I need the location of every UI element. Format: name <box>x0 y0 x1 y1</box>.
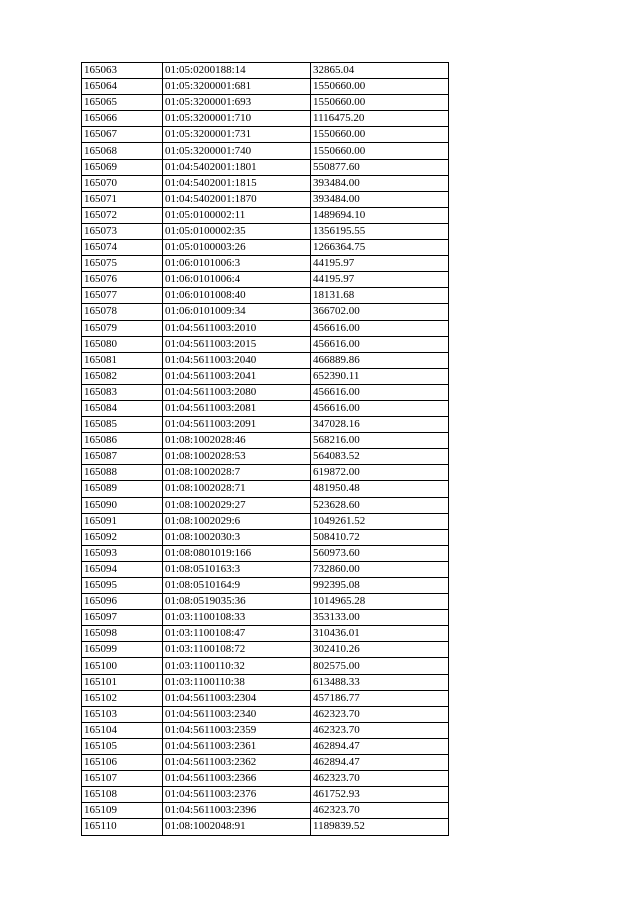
cadastral-number-cell: 01:05:0100002:35 <box>163 223 311 239</box>
value-cell: 461752.93 <box>311 787 449 803</box>
cadastral-number-cell: 01:03:1100110:38 <box>163 674 311 690</box>
value-cell: 732860.00 <box>311 561 449 577</box>
table-row <box>82 63 449 79</box>
row-id-cell: 165065 <box>82 95 163 111</box>
table-row <box>82 272 449 288</box>
value-cell: 1356195.55 <box>311 223 449 239</box>
cadastral-number-cell: 01:04:5611003:2040 <box>163 352 311 368</box>
table-row <box>82 690 449 706</box>
cadastral-number-cell: 01:05:3200001:710 <box>163 111 311 127</box>
row-id-cell: 165087 <box>82 449 163 465</box>
table-row <box>82 111 449 127</box>
row-id-cell: 165107 <box>82 771 163 787</box>
value-cell: 481950.48 <box>311 481 449 497</box>
cadastral-number-cell: 01:04:5611003:2366 <box>163 771 311 787</box>
value-cell: 1049261.52 <box>311 513 449 529</box>
row-id-cell: 165102 <box>82 690 163 706</box>
cadastral-number-cell: 01:08:0801019:166 <box>163 545 311 561</box>
cadastral-number-cell: 01:04:5611003:2376 <box>163 787 311 803</box>
table-row <box>82 384 449 400</box>
cadastral-number-cell: 01:04:5611003:2359 <box>163 722 311 738</box>
value-cell: 1550660.00 <box>311 143 449 159</box>
cadastral-number-cell: 01:08:1002028:53 <box>163 449 311 465</box>
row-id-cell: 165066 <box>82 111 163 127</box>
row-id-cell: 165090 <box>82 497 163 513</box>
table-row <box>82 127 449 143</box>
cadastral-number-cell: 01:05:0100002:11 <box>163 207 311 223</box>
cadastral-number-cell: 01:05:0100003:26 <box>163 240 311 256</box>
cadastral-number-cell: 01:03:1100108:33 <box>163 610 311 626</box>
cadastral-number-cell: 01:04:5611003:2091 <box>163 417 311 433</box>
value-cell: 353133.00 <box>311 610 449 626</box>
row-id-cell: 165101 <box>82 674 163 690</box>
table-row <box>82 320 449 336</box>
value-cell: 393484.00 <box>311 175 449 191</box>
value-cell: 456616.00 <box>311 384 449 400</box>
cadastral-number-cell: 01:08:1002030:3 <box>163 529 311 545</box>
table-row <box>82 578 449 594</box>
value-cell: 1266364.75 <box>311 240 449 256</box>
row-id-cell: 165094 <box>82 561 163 577</box>
table-row <box>82 594 449 610</box>
row-id-cell: 165085 <box>82 417 163 433</box>
row-id-cell: 165110 <box>82 819 163 835</box>
row-id-cell: 165063 <box>82 63 163 79</box>
value-cell: 652390.11 <box>311 368 449 384</box>
row-id-cell: 165086 <box>82 433 163 449</box>
cadastral-number-cell: 01:03:1100108:72 <box>163 642 311 658</box>
row-id-cell: 165095 <box>82 578 163 594</box>
value-cell: 1116475.20 <box>311 111 449 127</box>
cadastral-number-cell: 01:08:1002028:46 <box>163 433 311 449</box>
value-cell: 560973.60 <box>311 545 449 561</box>
cadastral-number-cell: 01:04:5611003:2010 <box>163 320 311 336</box>
value-cell: 302410.26 <box>311 642 449 658</box>
cadastral-number-cell: 01:04:5611003:2080 <box>163 384 311 400</box>
cadastral-number-cell: 01:06:0101009:34 <box>163 304 311 320</box>
cadastral-number-cell: 01:04:5402001:1801 <box>163 159 311 175</box>
row-id-cell: 165073 <box>82 223 163 239</box>
table-row <box>82 240 449 256</box>
value-cell: 456616.00 <box>311 320 449 336</box>
row-id-cell: 165081 <box>82 352 163 368</box>
cadastral-number-cell: 01:08:0519035:36 <box>163 594 311 610</box>
row-id-cell: 165067 <box>82 127 163 143</box>
cadastral-number-cell: 01:04:5611003:2361 <box>163 738 311 754</box>
row-id-cell: 165080 <box>82 336 163 352</box>
table-row <box>82 288 449 304</box>
value-cell: 802575.00 <box>311 658 449 674</box>
value-cell: 523628.60 <box>311 497 449 513</box>
cadastral-number-cell: 01:08:1002048:91 <box>163 819 311 835</box>
row-id-cell: 165089 <box>82 481 163 497</box>
value-cell: 462323.70 <box>311 771 449 787</box>
table-row <box>82 449 449 465</box>
value-cell: 619872.00 <box>311 465 449 481</box>
row-id-cell: 165099 <box>82 642 163 658</box>
value-cell: 457186.77 <box>311 690 449 706</box>
value-cell: 1550660.00 <box>311 95 449 111</box>
table-row <box>82 642 449 658</box>
table-row <box>82 497 449 513</box>
row-id-cell: 165083 <box>82 384 163 400</box>
cadastral-number-cell: 01:04:5611003:2041 <box>163 368 311 384</box>
row-id-cell: 165068 <box>82 143 163 159</box>
value-cell: 1550660.00 <box>311 79 449 95</box>
value-cell: 32865.04 <box>311 63 449 79</box>
row-id-cell: 165084 <box>82 400 163 416</box>
value-cell: 992395.08 <box>311 578 449 594</box>
cadastral-number-cell: 01:06:0101006:3 <box>163 256 311 272</box>
cadastral-number-cell: 01:04:5611003:2015 <box>163 336 311 352</box>
table-row <box>82 175 449 191</box>
cadastral-number-cell: 01:05:0200188:14 <box>163 63 311 79</box>
row-id-cell: 165064 <box>82 79 163 95</box>
table-row <box>82 545 449 561</box>
value-cell: 462323.70 <box>311 706 449 722</box>
table-row <box>82 755 449 771</box>
cadastral-number-cell: 01:08:0510164:9 <box>163 578 311 594</box>
row-id-cell: 165098 <box>82 626 163 642</box>
table-row <box>82 738 449 754</box>
table-row <box>82 95 449 111</box>
value-cell: 568216.00 <box>311 433 449 449</box>
table-body <box>82 63 449 836</box>
table-row <box>82 368 449 384</box>
cadastral-number-cell: 01:04:5402001:1870 <box>163 191 311 207</box>
table-row <box>82 626 449 642</box>
row-id-cell: 165069 <box>82 159 163 175</box>
row-id-cell: 165078 <box>82 304 163 320</box>
table-row <box>82 722 449 738</box>
cadastral-number-cell: 01:05:3200001:693 <box>163 95 311 111</box>
row-id-cell: 165074 <box>82 240 163 256</box>
table-row <box>82 706 449 722</box>
table-row <box>82 256 449 272</box>
value-cell: 613488.33 <box>311 674 449 690</box>
cadastral-number-cell: 01:08:0510163:3 <box>163 561 311 577</box>
cadastral-number-cell: 01:04:5611003:2304 <box>163 690 311 706</box>
row-id-cell: 165082 <box>82 368 163 384</box>
row-id-cell: 165079 <box>82 320 163 336</box>
table-row <box>82 352 449 368</box>
value-cell: 18131.68 <box>311 288 449 304</box>
table-row <box>82 143 449 159</box>
value-cell: 462323.70 <box>311 803 449 819</box>
value-cell: 310436.01 <box>311 626 449 642</box>
row-id-cell: 165109 <box>82 803 163 819</box>
table-row <box>82 191 449 207</box>
row-id-cell: 165070 <box>82 175 163 191</box>
value-cell: 508410.72 <box>311 529 449 545</box>
value-cell: 466889.86 <box>311 352 449 368</box>
value-cell: 462323.70 <box>311 722 449 738</box>
table-row <box>82 658 449 674</box>
value-cell: 366702.00 <box>311 304 449 320</box>
table-row <box>82 610 449 626</box>
value-cell: 347028.16 <box>311 417 449 433</box>
table-row <box>82 159 449 175</box>
value-cell: 1489694.10 <box>311 207 449 223</box>
row-id-cell: 165072 <box>82 207 163 223</box>
row-id-cell: 165096 <box>82 594 163 610</box>
value-cell: 1550660.00 <box>311 127 449 143</box>
table-row <box>82 787 449 803</box>
row-id-cell: 165105 <box>82 738 163 754</box>
row-id-cell: 165106 <box>82 755 163 771</box>
table-row <box>82 561 449 577</box>
cadastral-number-cell: 01:06:0101008:40 <box>163 288 311 304</box>
table-row <box>82 400 449 416</box>
cadastral-number-cell: 01:06:0101006:4 <box>163 272 311 288</box>
row-id-cell: 165091 <box>82 513 163 529</box>
row-id-cell: 165071 <box>82 191 163 207</box>
row-id-cell: 165092 <box>82 529 163 545</box>
value-cell: 44195.97 <box>311 272 449 288</box>
data-table <box>81 62 449 836</box>
cadastral-number-cell: 01:08:1002029:6 <box>163 513 311 529</box>
cadastral-number-cell: 01:08:1002029:27 <box>163 497 311 513</box>
table-row <box>82 803 449 819</box>
row-id-cell: 165097 <box>82 610 163 626</box>
table-row <box>82 223 449 239</box>
value-cell: 44195.97 <box>311 256 449 272</box>
value-cell: 456616.00 <box>311 400 449 416</box>
cadastral-number-cell: 01:04:5611003:2362 <box>163 755 311 771</box>
table-row <box>82 513 449 529</box>
cadastral-number-cell: 01:04:5611003:2340 <box>163 706 311 722</box>
table-row <box>82 819 449 835</box>
row-id-cell: 165100 <box>82 658 163 674</box>
table-row <box>82 336 449 352</box>
cadastral-number-cell: 01:03:1100108:47 <box>163 626 311 642</box>
row-id-cell: 165104 <box>82 722 163 738</box>
cadastral-number-cell: 01:08:1002028:71 <box>163 481 311 497</box>
row-id-cell: 165076 <box>82 272 163 288</box>
value-cell: 1189839.52 <box>311 819 449 835</box>
value-cell: 462894.47 <box>311 755 449 771</box>
table-row <box>82 481 449 497</box>
value-cell: 550877.60 <box>311 159 449 175</box>
cadastral-number-cell: 01:03:1100110:32 <box>163 658 311 674</box>
row-id-cell: 165108 <box>82 787 163 803</box>
table-row <box>82 529 449 545</box>
table-row <box>82 433 449 449</box>
cadastral-number-cell: 01:05:3200001:731 <box>163 127 311 143</box>
value-cell: 1014965.28 <box>311 594 449 610</box>
row-id-cell: 165077 <box>82 288 163 304</box>
table-row <box>82 304 449 320</box>
table-row <box>82 674 449 690</box>
cadastral-number-cell: 01:08:1002028:7 <box>163 465 311 481</box>
table-row <box>82 417 449 433</box>
table-row <box>82 465 449 481</box>
row-id-cell: 165093 <box>82 545 163 561</box>
value-cell: 564083.52 <box>311 449 449 465</box>
table-row <box>82 207 449 223</box>
value-cell: 393484.00 <box>311 191 449 207</box>
cadastral-number-cell: 01:05:3200001:740 <box>163 143 311 159</box>
value-cell: 462894.47 <box>311 738 449 754</box>
cadastral-number-cell: 01:04:5611003:2396 <box>163 803 311 819</box>
cadastral-number-cell: 01:05:3200001:681 <box>163 79 311 95</box>
table-row <box>82 79 449 95</box>
value-cell: 456616.00 <box>311 336 449 352</box>
cadastral-number-cell: 01:04:5611003:2081 <box>163 400 311 416</box>
row-id-cell: 165088 <box>82 465 163 481</box>
row-id-cell: 165103 <box>82 706 163 722</box>
row-id-cell: 165075 <box>82 256 163 272</box>
cadastral-number-cell: 01:04:5402001:1815 <box>163 175 311 191</box>
table-row <box>82 771 449 787</box>
